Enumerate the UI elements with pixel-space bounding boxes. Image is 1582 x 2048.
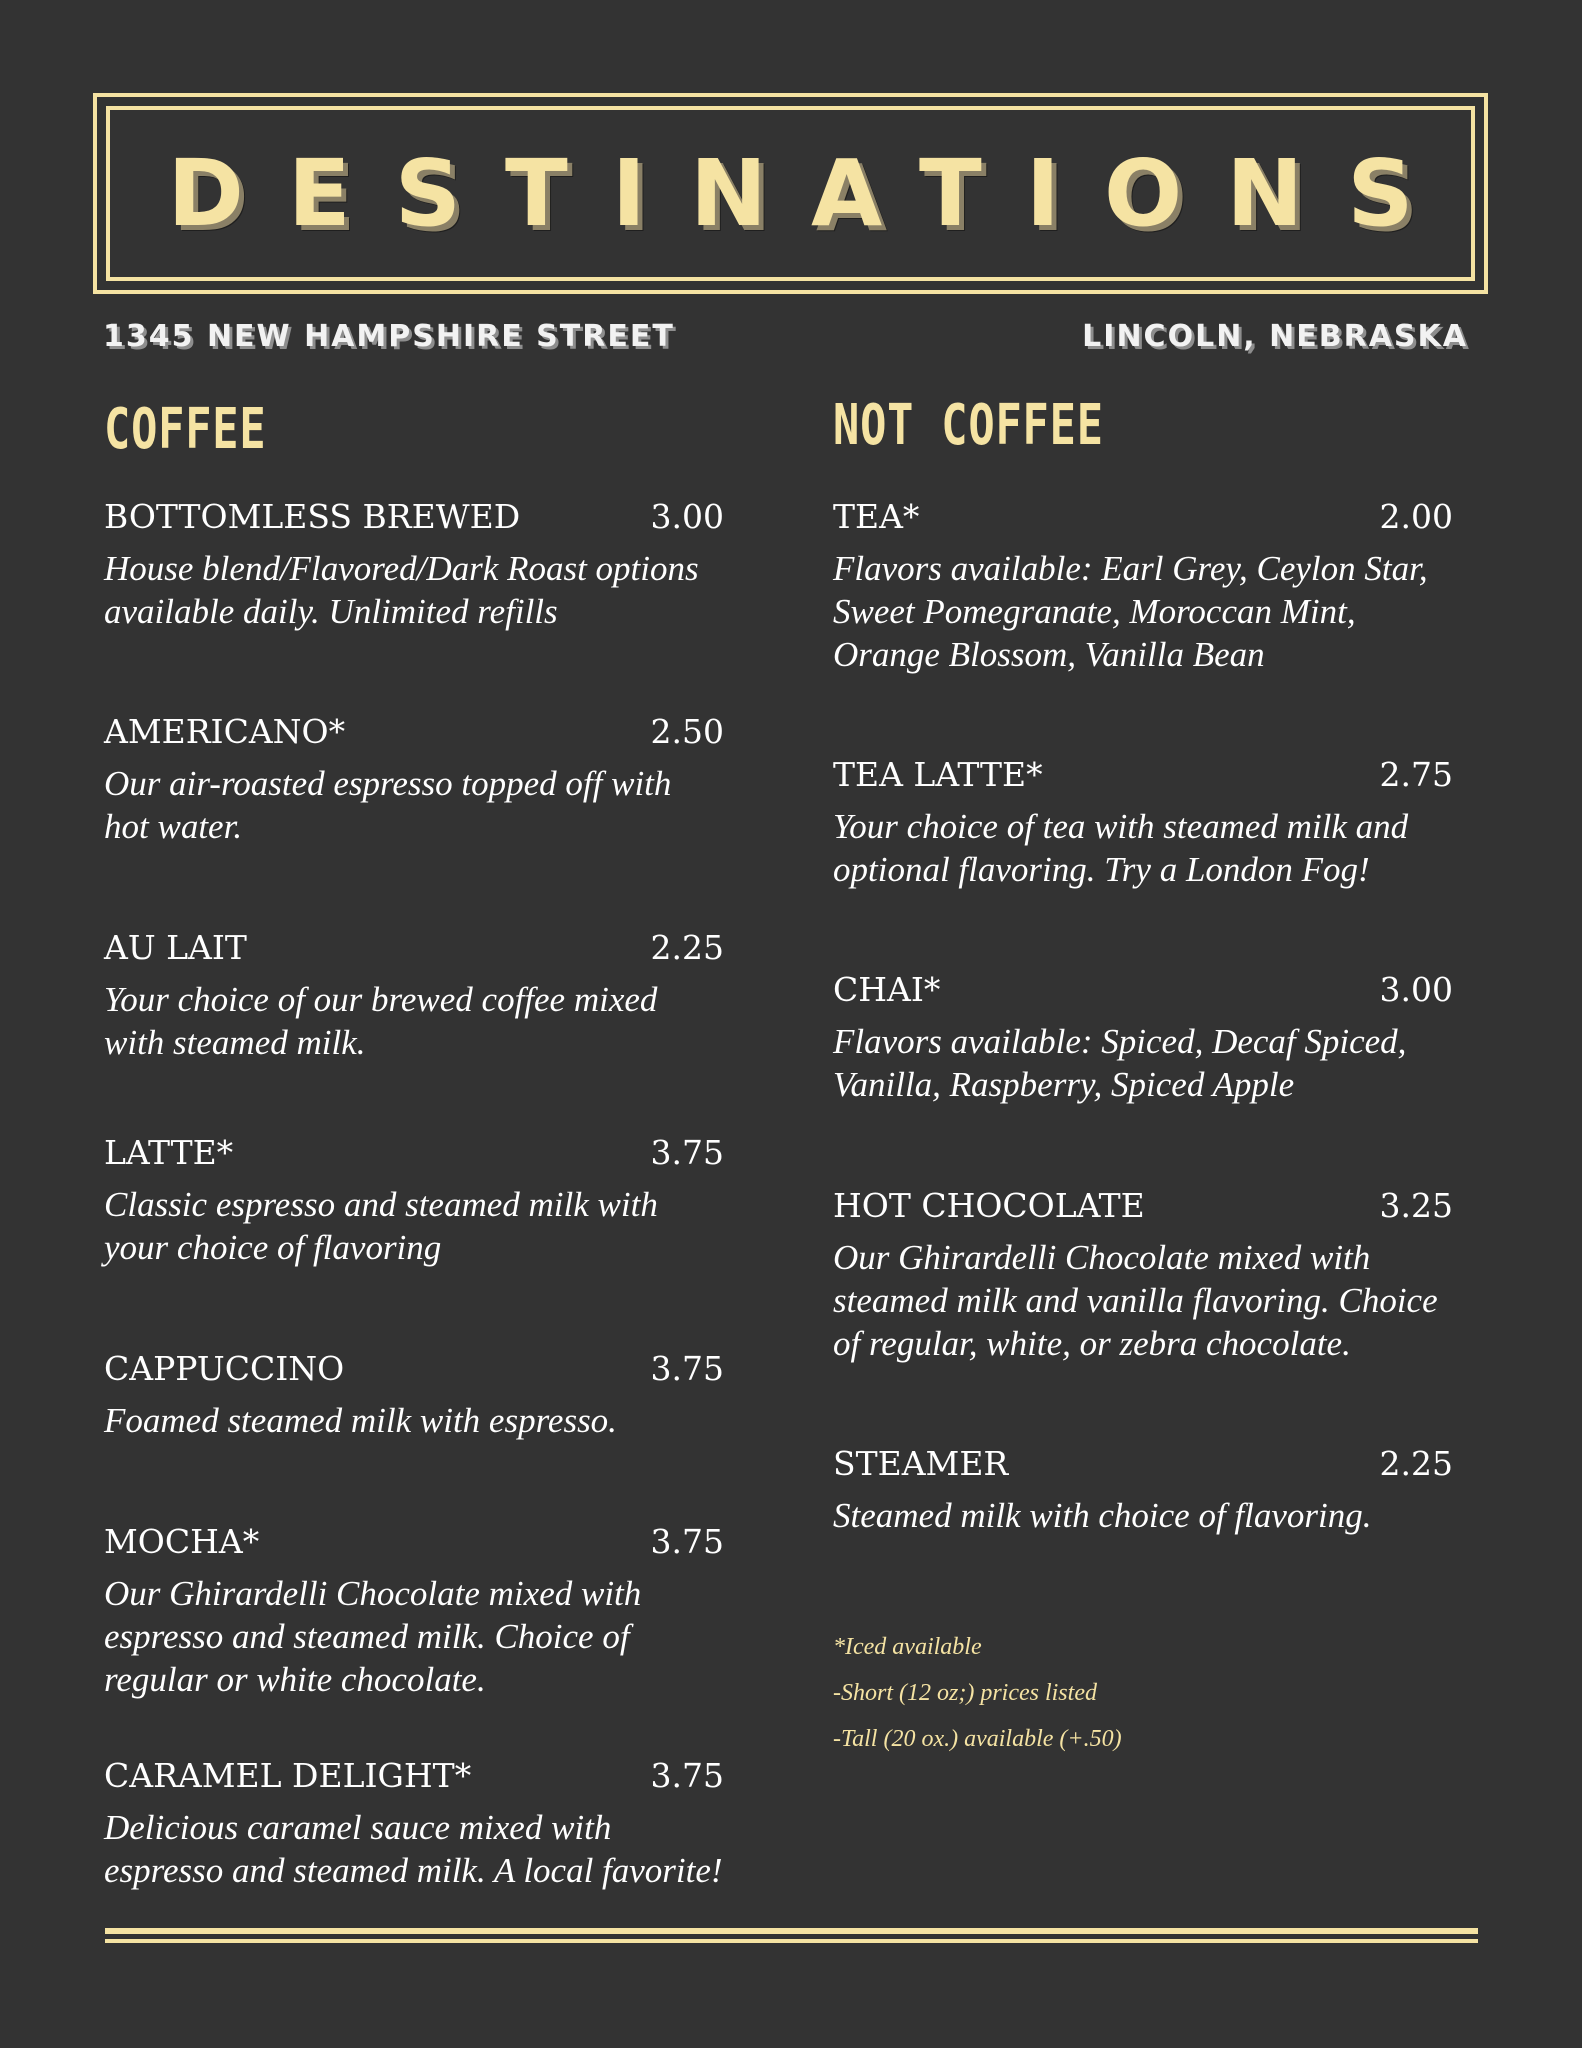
section-title-coffee: COFFEE — [104, 397, 267, 462]
item-price: 3.00 — [1379, 970, 1453, 1009]
item-description: Flavors available: Spiced, Decaf Spiced, Vanilla, Raspberry, Spiced Apple — [833, 1021, 1407, 1104]
item-price: 3.75 — [650, 1349, 724, 1388]
item-name: CARAMEL DELIGHT* — [104, 1756, 472, 1795]
item-price: 2.75 — [1379, 755, 1453, 794]
menu-notes — [833, 1630, 1122, 1768]
item-name: TEA LATTE* — [833, 755, 1043, 794]
item-name: AU LAIT — [104, 928, 247, 967]
item-description: Our air-roasted espresso topped off with hot water. — [104, 763, 672, 846]
item-price: 3.25 — [1379, 1186, 1453, 1225]
item-name: HOT CHOCOLATE — [833, 1186, 1145, 1225]
menu-item — [833, 755, 1453, 891]
item-name: MOCHA* — [104, 1522, 260, 1561]
menu-item — [104, 1349, 724, 1442]
address-street: 1345 NEW HAMPSHIRE STREET — [103, 319, 675, 354]
menu-item — [833, 970, 1453, 1106]
item-name: CAPPUCCINO — [104, 1349, 345, 1388]
menu-item — [104, 1133, 724, 1269]
item-price: 3.75 — [650, 1756, 724, 1795]
item-price: 2.25 — [650, 928, 724, 967]
section-title-not-coffee: NOT COFFEE — [833, 393, 1104, 458]
item-name: CHAI* — [833, 970, 941, 1009]
item-description: Flavors available: Earl Grey, Ceylon Star, Sweet Pomegranate, Moroccan Mint, Orange Blossom, Vanilla Bean — [833, 548, 1428, 674]
page-title: DESTINATIONS — [167, 139, 1458, 247]
item-price: 3.00 — [650, 497, 724, 536]
bottom-divider — [105, 1928, 1478, 1934]
item-description: Classic espresso and steamed milk with your choice of flavoring — [104, 1184, 658, 1267]
item-description: Your choice of our brewed coffee mixed with steamed milk. — [104, 979, 658, 1062]
item-price: 3.75 — [650, 1133, 724, 1172]
note-tall: -Tall (20 ox.) available (+.50) — [833, 1726, 1122, 1752]
menu-item — [104, 497, 724, 633]
item-description: Our Ghirardelli Chocolate mixed with steamed milk and vanilla flavoring. Choice of regular, white, or zebra chocolate. — [833, 1237, 1438, 1363]
menu-item — [833, 497, 1453, 676]
address-city: LINCOLN, NEBRASKA — [1082, 319, 1468, 354]
note-short: -Short (12 oz;) prices listed — [833, 1680, 1097, 1706]
bottom-divider-thin — [105, 1939, 1478, 1943]
item-description: Foamed steamed milk with espresso. — [104, 1400, 617, 1440]
menu-item — [104, 1522, 724, 1701]
menu-item — [833, 1444, 1453, 1537]
note-iced: *Iced available — [833, 1634, 982, 1660]
item-description: Your choice of tea with steamed milk and optional flavoring. Try a London Fog! — [833, 806, 1409, 889]
item-name: LATTE* — [104, 1133, 234, 1172]
item-name: STEAMER — [833, 1444, 1009, 1483]
item-price: 2.00 — [1379, 497, 1453, 536]
item-description: Steamed milk with choice of flavoring. — [833, 1495, 1372, 1535]
item-name: AMERICANO* — [104, 712, 346, 751]
item-price: 3.75 — [650, 1522, 724, 1561]
item-description: Delicious caramel sauce mixed with espresso and steamed milk. A local favorite! — [104, 1807, 723, 1890]
item-price: 2.25 — [1379, 1444, 1453, 1483]
item-description: Our Ghirardelli Chocolate mixed with espresso and steamed milk. Choice of regular or white chocolate. — [104, 1573, 642, 1699]
menu-item — [104, 928, 724, 1064]
menu-item — [833, 1186, 1453, 1365]
item-price: 2.50 — [650, 712, 724, 751]
item-name: BOTTOMLESS BREWED — [104, 497, 521, 536]
menu-item — [104, 712, 724, 848]
item-description: House blend/Flavored/Dark Roast options available daily. Unlimited refills — [104, 548, 699, 631]
item-name: TEA* — [833, 497, 920, 536]
menu-item — [104, 1756, 724, 1892]
